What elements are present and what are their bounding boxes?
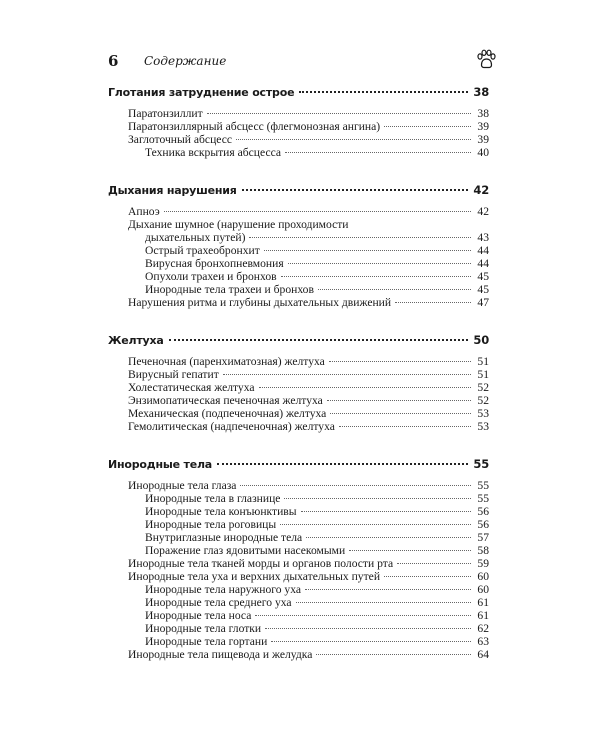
dot-leader <box>301 511 471 512</box>
toc-entry[interactable] <box>108 407 489 420</box>
section-page: 38 <box>473 85 489 99</box>
subentry-page: 44 <box>477 257 489 270</box>
section-page: 42 <box>473 183 489 197</box>
toc-subentry[interactable] <box>108 596 489 609</box>
subentry-page: 62 <box>477 622 489 635</box>
dot-leader <box>327 400 471 401</box>
dot-leader <box>271 641 471 642</box>
dot-leader <box>259 387 471 388</box>
entry-page: 53 <box>477 407 489 420</box>
subentry-page: 44 <box>477 244 489 257</box>
toc-subentry[interactable] <box>108 583 489 596</box>
toc-subentry[interactable] <box>108 622 489 635</box>
subentry-title: Инородные тела глотки <box>145 622 262 635</box>
dot-leader <box>318 289 471 290</box>
entry-title: Гемолитическая (надпеченочная) желтуха <box>128 420 335 433</box>
entry-title: Холестатическая желтуха <box>128 381 255 394</box>
entry-page: 47 <box>477 296 489 309</box>
table-of-contents <box>108 86 489 661</box>
entry-title: Энзимопатическая печеночная желтуха <box>128 394 323 407</box>
subentry-page: 40 <box>477 146 489 159</box>
dot-leader <box>299 91 468 93</box>
entry-page: 38 <box>477 107 489 120</box>
entry-page: 51 <box>477 368 489 381</box>
toc-section-heading[interactable] <box>108 458 489 471</box>
toc-entry[interactable] <box>108 570 489 583</box>
dot-leader <box>249 237 471 238</box>
subentry-page: 56 <box>477 505 489 518</box>
subentry-page: 57 <box>477 531 489 544</box>
entry-title: Инородные тела уха и верхних дыхательных путей <box>128 570 381 583</box>
dot-leader <box>329 361 471 362</box>
dot-leader <box>305 589 471 590</box>
entry-title: Заглоточный абсцесс <box>128 133 233 146</box>
toc-subentry[interactable] <box>108 635 489 648</box>
toc-subentry[interactable] <box>108 270 489 283</box>
entry-title: Печеночная (паренхиматозная) желтуха <box>128 355 325 368</box>
dot-leader <box>207 113 471 114</box>
dot-leader <box>288 263 471 264</box>
subentry-title: Инородные тела наружного уха <box>145 583 302 596</box>
running-head: Содержание <box>144 54 227 68</box>
dot-leader <box>264 250 471 251</box>
entry-page: 39 <box>477 120 489 133</box>
entry-title-line1: Дыхание шумное (нарушение проходимости <box>128 218 349 231</box>
toc-subentry[interactable] <box>108 244 489 257</box>
toc-subentry[interactable] <box>108 146 489 159</box>
subentry-title: Техника вскрытия абсцесса <box>145 146 282 159</box>
toc-entry[interactable] <box>108 296 489 309</box>
entry-title: Инородные тела тканей морды и органов полости рта <box>128 557 394 570</box>
dot-leader <box>280 524 471 525</box>
subentry-title: Инородные тела носа <box>145 609 252 622</box>
entry-title-line2: дыхательных путей) <box>145 231 246 244</box>
toc-entry[interactable] <box>108 205 489 218</box>
dot-leader <box>296 602 471 603</box>
section-title: Инородные тела <box>108 458 213 471</box>
subentry-page: 58 <box>477 544 489 557</box>
dot-leader <box>169 339 469 341</box>
toc-entry[interactable] <box>108 394 489 407</box>
subentry-title: Внутриглазные инородные тела <box>145 531 303 544</box>
entry-title: Паратонзиллярный абсцесс (флегмонозная ангина) <box>128 120 381 133</box>
dot-leader <box>281 276 471 277</box>
subentry-title: Поражение глаз ядовитыми насекомыми <box>145 544 346 557</box>
toc-entry[interactable] <box>108 355 489 368</box>
toc-entry[interactable] <box>108 133 489 146</box>
dot-leader <box>223 374 471 375</box>
toc-subentry[interactable] <box>108 531 489 544</box>
toc-subentry[interactable] <box>108 505 489 518</box>
toc-entry[interactable] <box>108 648 489 661</box>
subentry-page: 61 <box>477 596 489 609</box>
entry-page: 60 <box>477 570 489 583</box>
subentry-page: 45 <box>477 270 489 283</box>
dot-leader <box>330 413 471 414</box>
section-page: 50 <box>473 333 489 347</box>
subentry-title: Острый трахеобронхит <box>145 244 260 257</box>
subentry-page: 56 <box>477 518 489 531</box>
subentry-page: 63 <box>477 635 489 648</box>
subentry-page: 45 <box>477 283 489 296</box>
subentry-page: 61 <box>477 609 489 622</box>
toc-subentry[interactable] <box>108 492 489 505</box>
section-page: 55 <box>473 457 489 471</box>
entry-page: 64 <box>477 648 489 661</box>
toc-subentry[interactable] <box>108 283 489 296</box>
entry-page: 55 <box>477 479 489 492</box>
subentry-title: Вирусная бронхопневмония <box>145 257 284 270</box>
entry-page: 42 <box>477 205 489 218</box>
paw-print-icon <box>474 48 498 72</box>
entry-title: Инородные тела пищевода и желудка <box>128 648 313 661</box>
subentry-title: Инородные тела роговицы <box>145 518 277 531</box>
entry-page: 53 <box>477 420 489 433</box>
page-header <box>108 52 498 74</box>
toc-entry[interactable] <box>108 368 489 381</box>
toc-entry[interactable] <box>108 381 489 394</box>
section-title: Глотания затруднение острое <box>108 86 295 99</box>
toc-section-heading[interactable] <box>108 184 489 197</box>
dot-leader <box>339 426 471 427</box>
entry-title: Вирусный гепатит <box>128 368 219 381</box>
subentry-page: 55 <box>477 492 489 505</box>
dot-leader <box>242 189 469 191</box>
toc-subentry[interactable] <box>108 518 489 531</box>
subentry-title: Инородные тела в глазнице <box>145 492 281 505</box>
dot-leader <box>384 576 471 577</box>
entry-title: Инородные тела глаза <box>128 479 237 492</box>
entry-title: Паратонзиллит <box>128 107 203 120</box>
toc-entry[interactable] <box>108 557 489 570</box>
toc-entry[interactable] <box>108 420 489 433</box>
entry-title: Нарушения ритма и глубины дыхательных движений <box>128 296 392 309</box>
toc-section-heading[interactable] <box>108 334 489 347</box>
dot-leader <box>395 302 471 303</box>
toc-entry[interactable] <box>108 107 489 120</box>
dot-leader <box>285 152 471 153</box>
dot-leader <box>316 654 471 655</box>
dot-leader <box>240 485 471 486</box>
subentry-title: Опухоли трахеи и бронхов <box>145 270 277 283</box>
toc-subentry[interactable] <box>108 609 489 622</box>
dot-leader <box>255 615 471 616</box>
entry-page: 43 <box>477 231 489 244</box>
dot-leader <box>164 211 471 212</box>
subentry-title: Инородные тела среднего уха <box>145 596 292 609</box>
entry-title: Механическая (подпеченочная) желтуха <box>128 407 327 420</box>
dot-leader <box>284 498 471 499</box>
dot-leader <box>236 139 471 140</box>
dot-leader <box>349 550 471 551</box>
toc-subentry[interactable] <box>108 544 489 557</box>
dot-leader <box>265 628 471 629</box>
entry-page: 52 <box>477 381 489 394</box>
toc-entry-multiline[interactable] <box>108 218 489 244</box>
subentry-title: Инородные тела трахеи и бронхов <box>145 283 314 296</box>
page-number: 6 <box>108 52 119 70</box>
section-title: Дыхания нарушения <box>108 184 237 197</box>
dot-leader <box>384 126 471 127</box>
entry-page: 59 <box>477 557 489 570</box>
entry-page: 39 <box>477 133 489 146</box>
toc-entry[interactable] <box>108 120 489 133</box>
toc-subentry[interactable] <box>108 257 489 270</box>
toc-entry[interactable] <box>108 479 489 492</box>
section-title: Желтуха <box>108 334 164 347</box>
dot-leader <box>397 563 471 564</box>
entry-title: Апноэ <box>128 205 160 218</box>
toc-section-heading[interactable] <box>108 86 489 99</box>
subentry-title: Инородные тела конъюнктивы <box>145 505 297 518</box>
subentry-title: Инородные тела гортани <box>145 635 268 648</box>
dot-leader <box>217 463 468 465</box>
entry-page: 51 <box>477 355 489 368</box>
entry-page: 52 <box>477 394 489 407</box>
dot-leader <box>306 537 471 538</box>
subentry-page: 60 <box>477 583 489 596</box>
